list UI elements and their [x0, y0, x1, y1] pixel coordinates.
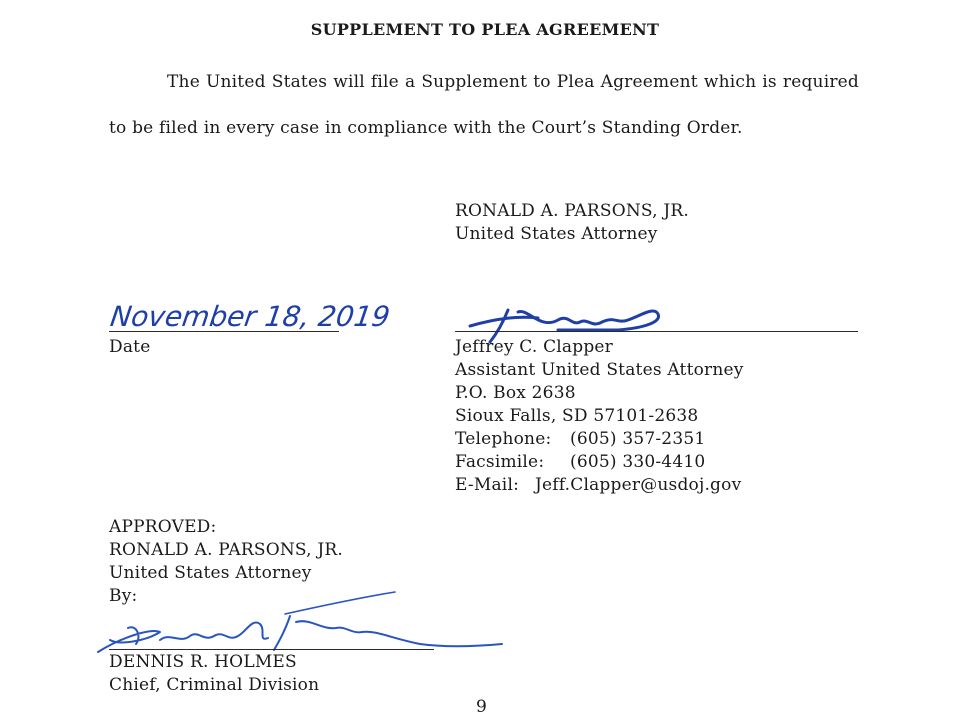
body-paragraph: The United States will file a Supplement to Plea Agreement which is required to be filed in every case in compliance with the Court’s Standing Order.	[109, 72, 859, 138]
telephone-number: (605) 357-2351	[570, 429, 706, 449]
approved-label: APPROVED:	[109, 517, 217, 537]
signer-po-box: P.O. Box 2638	[455, 383, 576, 403]
facsimile-label: Facsimile:	[455, 452, 545, 472]
date-label: Date	[109, 337, 151, 357]
signer-telephone	[455, 428, 744, 451]
signer-title: Assistant United States Attorney	[455, 360, 744, 380]
ausa-signature-line	[455, 331, 858, 332]
signer-facsimile	[455, 451, 744, 474]
signer-name: Jeffrey C. Clapper	[455, 337, 613, 357]
email-address: Jeff.Clapper@usdoj.gov	[535, 475, 742, 495]
approval-by: By:	[109, 586, 138, 606]
email-label: E-Mail:	[455, 475, 520, 495]
signer-email	[455, 474, 744, 497]
approval-name: RONALD A. PARSONS, JR.	[109, 540, 343, 560]
attorney-title: United States Attorney	[455, 224, 658, 244]
approval-title: United States Attorney	[109, 563, 312, 583]
date-signature-line	[109, 331, 339, 332]
approval-signer-title: Chief, Criminal Division	[109, 675, 320, 695]
document-title: SUPPLEMENT TO PLEA AGREEMENT	[310, 20, 660, 39]
approval-signer-name: DENNIS R. HOLMES	[109, 652, 297, 672]
approval-signer-block	[109, 651, 319, 697]
signer-city: Sioux Falls, SD 57101-2638	[455, 406, 699, 426]
telephone-label: Telephone:	[455, 429, 552, 449]
handwritten-date	[108, 292, 392, 336]
approval-signature-line	[109, 649, 434, 650]
signer-block	[455, 336, 744, 497]
attorney-name: RONALD A. PARSONS, JR.	[455, 201, 689, 221]
svg-text:November 18, 2019: November 18, 2019	[108, 300, 392, 333]
facsimile-number: (605) 330-4410	[570, 452, 706, 472]
page-number: 9	[476, 697, 488, 717]
attorney-block	[455, 200, 689, 246]
